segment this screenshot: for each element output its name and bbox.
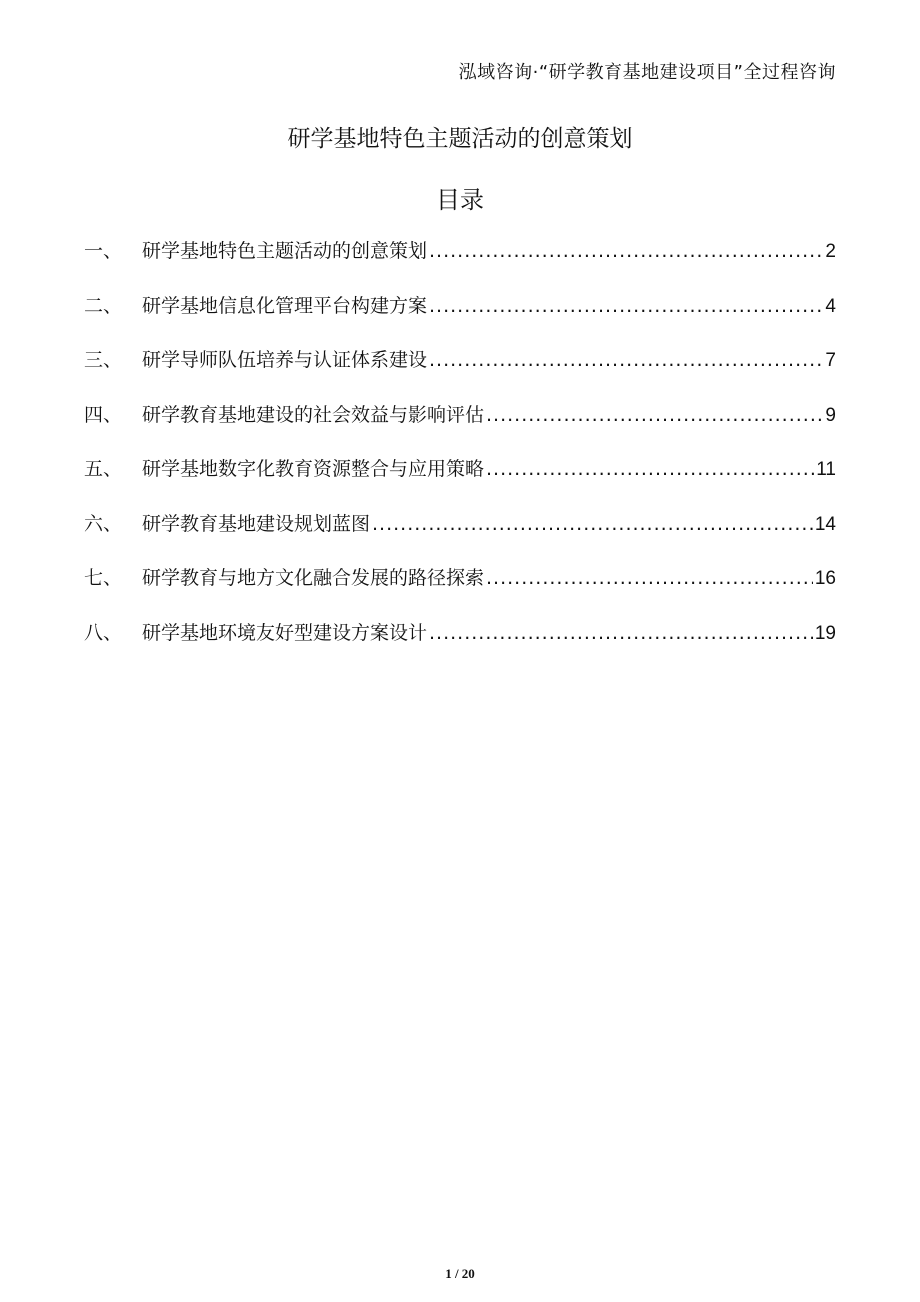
toc-entry-number: 四、 — [84, 403, 123, 426]
toc-leader-dots — [486, 404, 823, 426]
toc-entry-title: 研学基地信息化管理平台构建方案 — [142, 294, 428, 317]
toc-entry-title: 研学教育与地方文化融合发展的路径探索 — [142, 567, 485, 589]
toc-leader-dots — [429, 622, 813, 644]
toc-entry-7[interactable] — [84, 563, 836, 618]
toc-leader-dots — [429, 295, 823, 317]
toc-entry-6[interactable] — [84, 509, 836, 564]
toc-entry-number: 三、 — [84, 349, 123, 371]
toc-entry-title: 研学基地特色主题活动的创意策划 — [142, 240, 428, 262]
toc-leader-dots — [372, 513, 813, 535]
toc-entry-title: 研学导师队伍培养与认证体系建设 — [142, 349, 428, 371]
toc-leader-dots — [429, 240, 823, 262]
toc-entry-page: 2 — [825, 241, 836, 262]
toc-entry-4[interactable] — [84, 400, 836, 455]
toc-leader-dots — [486, 567, 813, 589]
toc-entry-3[interactable] — [84, 345, 836, 400]
toc-entry-page: 16 — [814, 568, 836, 589]
document-title: 研学基地特色主题活动的创意策划 — [287, 126, 633, 152]
page-header: 泓域咨询·“研学教育基地建设项目”全过程咨询 — [458, 62, 836, 83]
page-number-footer: 1 / 20 — [445, 1266, 475, 1281]
toc-entry-1[interactable] — [84, 236, 836, 291]
toc-entry-number: 二、 — [84, 294, 123, 317]
toc-leader-dots — [486, 458, 814, 480]
toc-entry-number: 六、 — [84, 512, 123, 535]
toc-entry-title: 研学基地数字化教育资源整合与应用策略 — [142, 458, 485, 480]
toc-entry-5[interactable] — [84, 454, 836, 509]
table-of-contents — [84, 236, 836, 672]
toc-entry-page: 9 — [825, 404, 836, 426]
toc-entry-title: 研学教育基地建设的社会效益与影响评估 — [142, 403, 485, 426]
toc-entry-number: 五、 — [84, 458, 123, 480]
toc-entry-page: 11 — [816, 459, 836, 480]
toc-leader-dots — [429, 349, 823, 371]
toc-entry-title: 研学基地环境友好型建设方案设计 — [142, 621, 428, 644]
toc-entry-8[interactable] — [84, 618, 836, 673]
toc-entry-number: 七、 — [84, 567, 123, 589]
toc-entry-page: 14 — [814, 513, 836, 535]
toc-entry-page: 7 — [825, 350, 836, 371]
toc-entry-2[interactable] — [84, 291, 836, 346]
toc-entry-number: 一、 — [84, 240, 123, 262]
toc-heading: 目录 — [436, 186, 484, 214]
toc-entry-number: 八、 — [84, 621, 123, 644]
toc-entry-title: 研学教育基地建设规划蓝图 — [142, 512, 371, 535]
toc-entry-page: 4 — [825, 295, 836, 317]
toc-entry-page: 19 — [814, 622, 836, 644]
